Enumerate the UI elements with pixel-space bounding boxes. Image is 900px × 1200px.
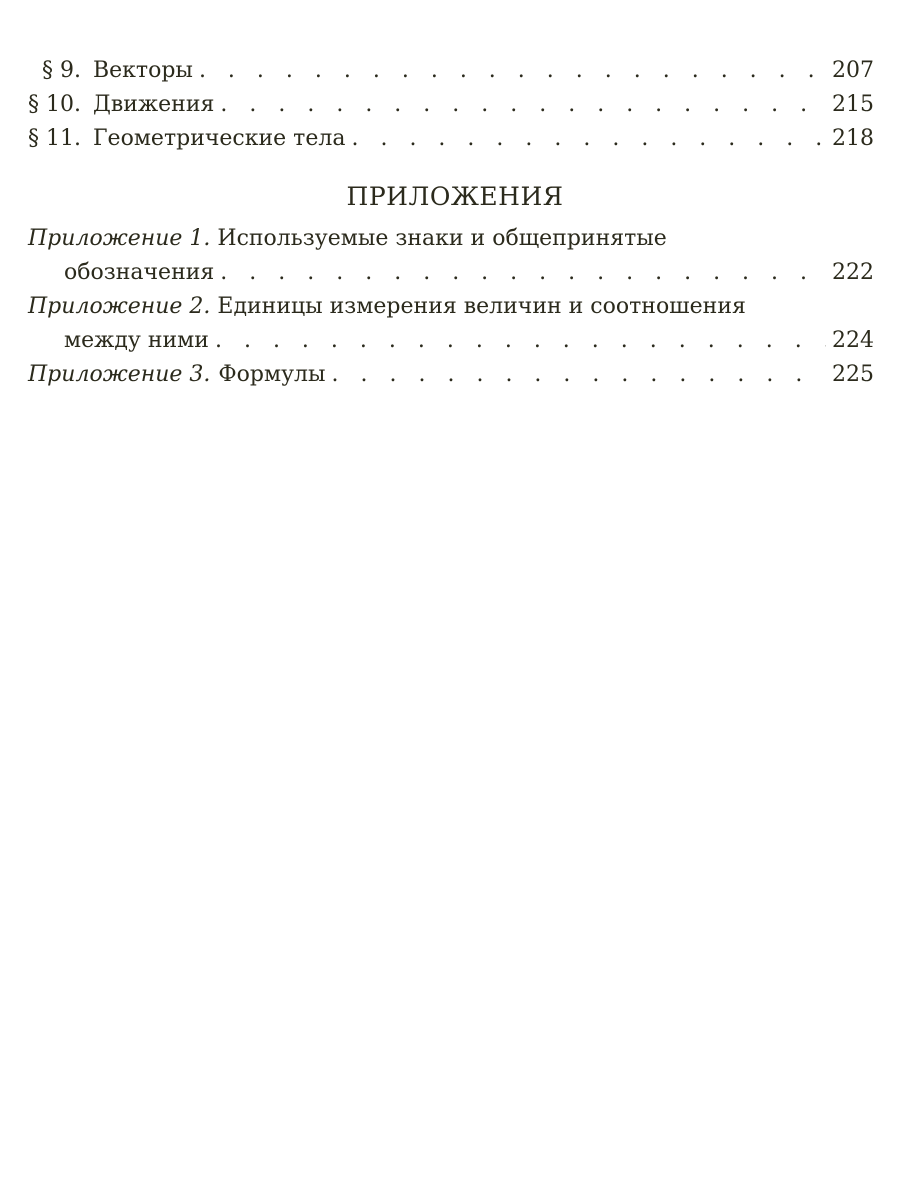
toc-entry-section-11[interactable] [28, 122, 874, 156]
appendix-label: Приложение 1. [28, 226, 211, 251]
section-number: § 10. [28, 92, 81, 117]
appendix-title: Единицы измерения величин и соотношения [217, 294, 746, 319]
table-of-contents [28, 54, 874, 392]
toc-entry-appendix-2[interactable] [28, 290, 874, 358]
appendix-title: Используемые знаки и общепринятые [217, 226, 667, 251]
appendix-title-continuation [28, 324, 874, 358]
appendix-title-cont: между ними [64, 328, 209, 353]
dot-leader [199, 54, 826, 88]
section-title: Движения [92, 92, 215, 117]
toc-entry-appendix-3[interactable] [28, 358, 874, 392]
toc-entry-appendix-1[interactable] [28, 222, 874, 290]
dot-leader [220, 256, 826, 290]
toc-entry-section-10[interactable] [28, 88, 874, 122]
appendix-title-line [28, 222, 874, 256]
page-number: 207 [832, 58, 874, 83]
page-number: 224 [832, 328, 874, 353]
section-title: Векторы [92, 58, 193, 83]
page-number: 222 [832, 260, 874, 285]
page-number: 225 [832, 362, 874, 387]
dot-leader [215, 324, 826, 358]
page-number: 215 [832, 92, 874, 117]
section-number: § 11. [28, 126, 81, 151]
appendix-label: Приложение 2. [28, 294, 211, 319]
appendix-title: Формулы [218, 362, 326, 387]
dot-leader [220, 88, 826, 122]
section-number: § 9. [42, 58, 81, 83]
page-number: 218 [832, 126, 874, 151]
dot-leader [351, 122, 826, 156]
appendix-title-continuation [28, 256, 874, 290]
toc-entry-section-9[interactable] [28, 54, 874, 88]
appendix-label: Приложение 3. [28, 362, 211, 387]
dot-leader [332, 358, 826, 392]
section-title: Геометрические тела [92, 126, 346, 151]
appendix-title-line [28, 290, 874, 324]
appendix-title-cont: обозначения [64, 260, 215, 285]
appendix-heading: ПРИЛОЖЕНИЯ [346, 182, 564, 211]
